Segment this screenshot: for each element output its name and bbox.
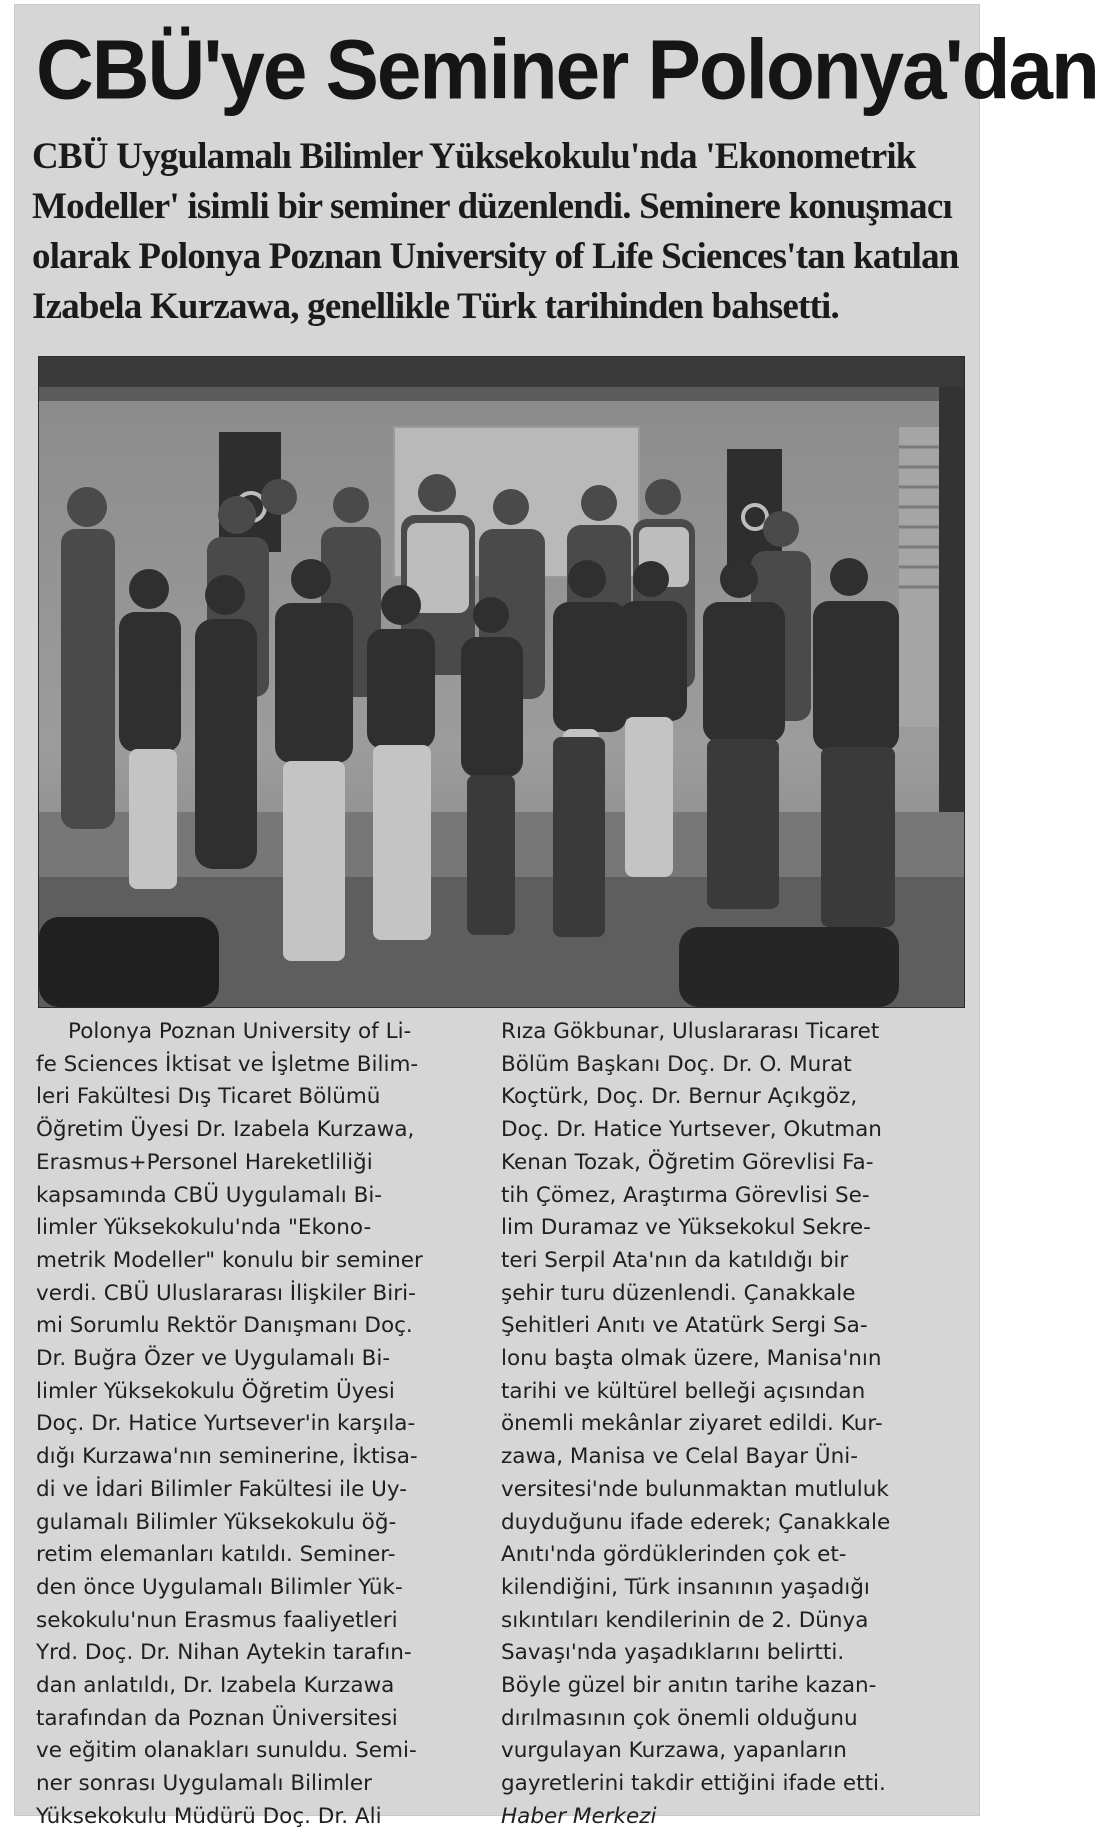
body-line: Öğretim Üyesi Dr. Izabela Kurzawa, xyxy=(36,1117,415,1143)
body-line: Bölüm Başkanı Doç. Dr. O. Murat xyxy=(501,1051,852,1077)
body-line: Kenan Tozak, Öğretim Görevlisi Fa- xyxy=(501,1149,874,1175)
body-line: dığı Kurzawa'nın seminerine, İktisa- xyxy=(36,1444,418,1470)
group-photo-illustration xyxy=(39,357,964,1007)
body-line: kapsamında CBÜ Uygulamalı Bi- xyxy=(36,1182,383,1208)
lead-paragraph xyxy=(32,132,962,332)
body-line: Yüksekokulu Müdürü Doç. Dr. Ali xyxy=(36,1803,382,1829)
lead-line: CBÜ Uygulamalı Bilimler Yüksekokulu'nda 'Ekonometrik xyxy=(32,136,916,177)
body-line: limler Yüksekokulu Öğretim Üyesi xyxy=(36,1378,395,1404)
body-column-left xyxy=(36,1016,486,1834)
body-line: şehir turu düzenlendi. Çanakkale xyxy=(501,1280,856,1306)
body-line: tih Çömez, Araştırma Görevlisi Se- xyxy=(501,1182,870,1208)
body-line: vurgulayan Kurzawa, yapanların xyxy=(501,1738,847,1764)
newspaper-clipping xyxy=(14,4,1098,1829)
body-line: ner sonrası Uygulamalı Bilimler xyxy=(36,1771,372,1797)
body-line: tarafından da Poznan Üniversitesi xyxy=(36,1705,398,1731)
body-line: gayretlerini takdir ettiğini ifade etti. xyxy=(501,1771,886,1797)
body-line: duyduğunu ifade ederek; Çanakkale xyxy=(501,1509,891,1535)
body-line: gulamalı Bilimler Yüksekokulu öğ- xyxy=(36,1509,397,1535)
body-line: versitesi'nde bulunmaktan mutluluk xyxy=(501,1476,889,1502)
body-line: ve eğitim olanakları sunuldu. Semi- xyxy=(36,1738,417,1764)
body-line: Doç. Dr. Hatice Yurtsever'in karşıla- xyxy=(36,1411,416,1437)
body-column-right xyxy=(501,1016,961,1834)
body-line: lim Duramaz ve Yüksekokul Sekre- xyxy=(501,1215,871,1241)
lead-line: olarak Polonya Poznan University of Life Sciences'tan katılan xyxy=(32,236,959,277)
body-line: lonu başta olmak üzere, Manisa'nın xyxy=(501,1346,882,1372)
body-line: den önce Uygulamalı Bilimler Yük- xyxy=(36,1574,403,1600)
body-line: Şehitleri Anıtı ve Atatürk Sergi Sa- xyxy=(501,1313,868,1339)
body-line: fe Sciences İktisat ve İşletme Bilim- xyxy=(36,1051,419,1077)
body-line: Koçtürk, Doç. Dr. Bernur Açıkgöz, xyxy=(501,1084,858,1110)
body-line: retim elemanları katıldı. Seminer- xyxy=(36,1542,396,1568)
body-line: zawa, Manisa ve Celal Bayar Üni- xyxy=(501,1444,858,1470)
byline-credit: Haber Merkezi xyxy=(501,1803,657,1829)
body-line: leri Fakültesi Dış Ticaret Bölümü xyxy=(36,1084,381,1110)
lead-line: Izabela Kurzawa, genellikle Türk tarihinden bahsetti. xyxy=(32,286,839,327)
lead-line: Modeller' isimli bir seminer düzenlendi. Seminere konuşmacı xyxy=(32,186,952,227)
body-line: mi Sorumlu Rektör Danışmanı Doç. xyxy=(36,1313,413,1339)
body-line: dan anlatıldı, Dr. Izabela Kurzawa xyxy=(36,1673,395,1699)
body-line: verdi. CBÜ Uluslararası İlişkiler Biri- xyxy=(36,1280,416,1306)
body-line: Yrd. Doç. Dr. Nihan Aytekin tarafın- xyxy=(36,1640,412,1666)
body-line: önemli mekânlar ziyaret edildi. Kur- xyxy=(501,1411,883,1437)
body-line: Anıtı'nda gördüklerinden çok et- xyxy=(501,1542,847,1568)
body-line: Polonya Poznan University of Li- xyxy=(68,1019,412,1044)
body-line: dırılmasının çok önemli olduğunu xyxy=(501,1705,858,1731)
body-line: tarihi ve kültürel belleği açısından xyxy=(501,1378,866,1404)
body-line: Erasmus+Personel Hareketliliği xyxy=(36,1149,373,1175)
body-line: metrik Modeller" konulu bir seminer xyxy=(36,1247,423,1273)
body-line: Böyle güzel bir anıtın tarihe kazan- xyxy=(501,1673,877,1699)
body-line: limler Yüksekokulu'nda "Ekono- xyxy=(36,1215,372,1241)
body-line: di ve İdari Bilimler Fakültesi ile Uy- xyxy=(36,1476,408,1502)
body-line: sıkıntıları kendilerinin de 2. Dünya xyxy=(501,1607,869,1633)
body-line: Doç. Dr. Hatice Yurtsever, Okutman xyxy=(501,1117,882,1143)
body-line: teri Serpil Ata'nın da katıldığı bir xyxy=(501,1247,849,1273)
body-line: sekokulu'nun Erasmus faaliyetleri xyxy=(36,1607,398,1633)
headline: CBÜ'ye Seminer Polonya'dan xyxy=(36,23,1098,117)
group-photo xyxy=(38,356,965,1008)
body-line: kilendiğini, Türk insanının yaşadığı xyxy=(501,1574,870,1600)
body-line: Dr. Buğra Özer ve Uygulamalı Bi- xyxy=(36,1346,391,1372)
body-line: Savaşı'nda yaşadıklarını belirtti. xyxy=(501,1640,845,1666)
body-line: Rıza Gökbunar, Uluslararası Ticaret xyxy=(501,1019,880,1044)
